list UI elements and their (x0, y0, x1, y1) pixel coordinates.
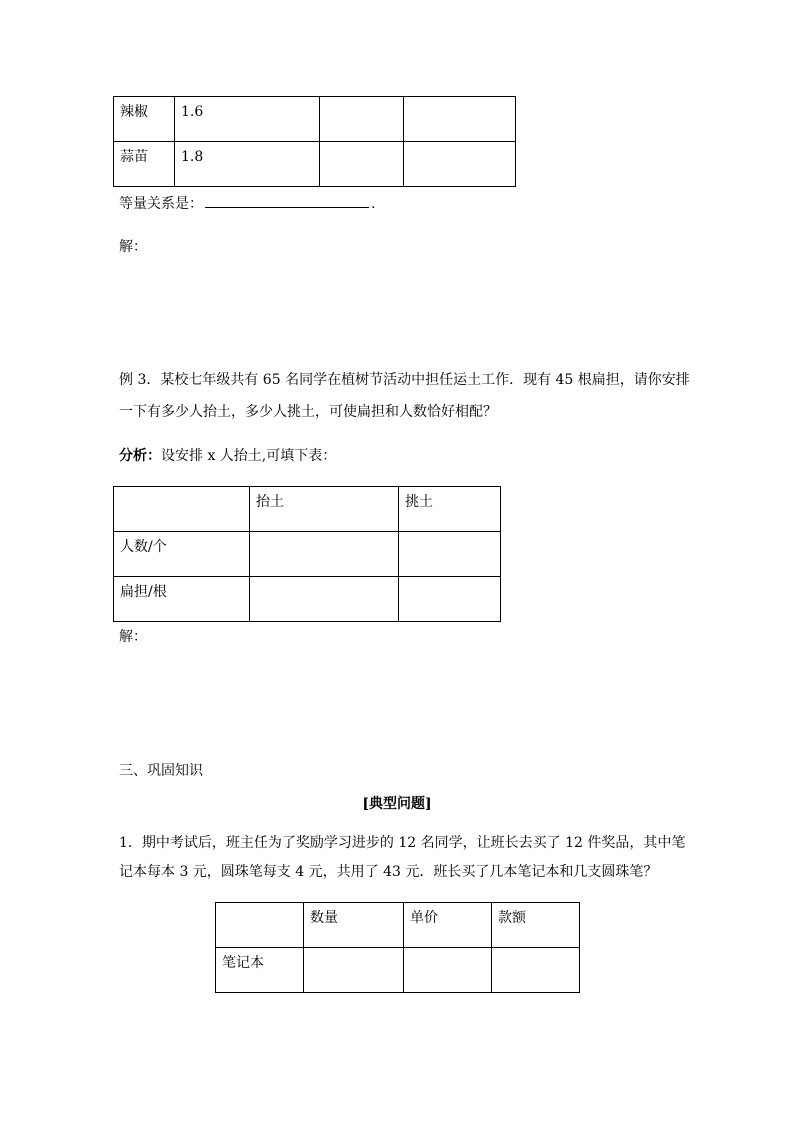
equation-label: 等量关系是： (119, 196, 203, 212)
table-cell (250, 532, 399, 577)
analysis-text: 设安排 x 人抬土,可填下表： (161, 448, 337, 464)
table-header-cell (114, 487, 250, 532)
equation-blank (205, 193, 369, 208)
table-cell (399, 577, 501, 622)
section-heading: 三、巩固知识 (119, 763, 203, 779)
table-cell (320, 97, 404, 142)
table-header-cell: 抬土 (250, 487, 399, 532)
table-header-cell: 挑土 (399, 487, 501, 532)
equation-end: . (371, 196, 376, 212)
table-cell (492, 948, 580, 993)
example-3-line-1: 例 3．某校七年级共有 65 名同学在植树节活动中担任运土工作．现有 45 根扁担，请你安排 (119, 372, 690, 388)
table-cell (304, 948, 404, 993)
problem-1-line-1: 1．期中考试后，班主任为了奖励学习进步的 12 名同学，让班长去买了 12 件奖品，其中笔 (119, 835, 686, 851)
table-header-cell: 款额 (492, 903, 580, 948)
analysis-line (119, 446, 336, 466)
table-cell: 1.6 (175, 97, 320, 142)
table-header-cell: 单价 (404, 903, 492, 948)
table-header-cell: 数量 (304, 903, 404, 948)
table-cell (404, 142, 516, 187)
table-row (114, 142, 516, 187)
table-row (114, 97, 516, 142)
price-table (113, 96, 516, 187)
solve-label: 解： (119, 239, 147, 255)
table-cell: 扁担/根 (114, 577, 250, 622)
table-cell (404, 97, 516, 142)
table-cell: 1.8 (175, 142, 320, 187)
table-cell: 辣椒 (114, 97, 175, 142)
table-header-row (216, 903, 580, 948)
table-cell (404, 948, 492, 993)
table-row (216, 948, 580, 993)
table-header-row (114, 487, 501, 532)
table-cell: 人数/个 (114, 532, 250, 577)
table-cell: 蒜苗 (114, 142, 175, 187)
table-row (114, 577, 501, 622)
allocation-table (113, 486, 501, 622)
example-3-line-2: 一下有多少人抬土，多少人挑土，可使扁担和人数恰好相配？ (119, 404, 497, 420)
table-cell (399, 532, 501, 577)
equation-line (119, 193, 375, 214)
analysis-label: 分析： (119, 448, 161, 464)
table-row (114, 532, 501, 577)
problem-1-line-2: 记本每本 3 元，圆珠笔每支 4 元，共用了 43 元．班长买了几本笔记本和几支圆珠笔？ (119, 864, 658, 880)
table-header-cell (216, 903, 304, 948)
table-cell (250, 577, 399, 622)
table-cell (320, 142, 404, 187)
purchase-table (215, 902, 580, 993)
typical-problem-heading: [典型问题] (362, 796, 432, 812)
solve-label: 解： (119, 629, 147, 645)
table-cell: 笔记本 (216, 948, 304, 993)
